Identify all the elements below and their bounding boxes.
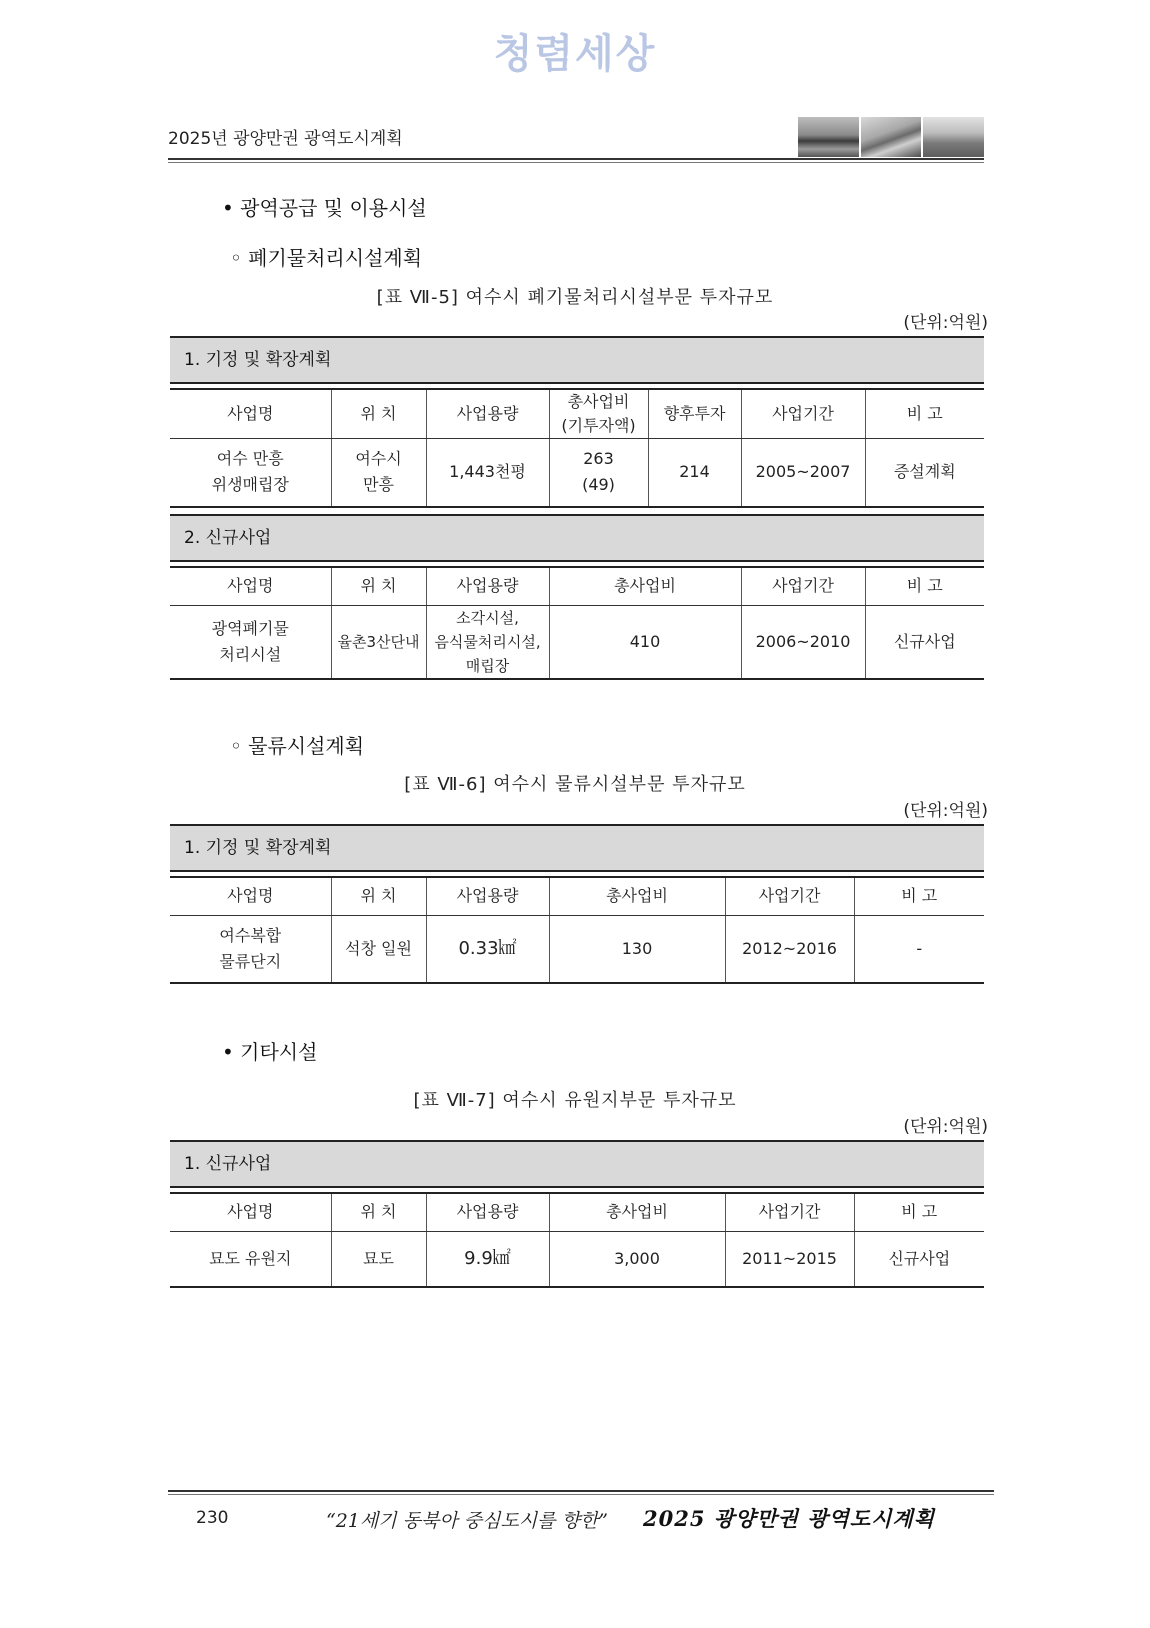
header-photo-1 <box>798 117 859 157</box>
cell-name: 여수 만흥 위생매립장 <box>170 439 331 507</box>
col-header-note: 비 고 <box>865 389 984 439</box>
table-row <box>170 439 984 507</box>
cell-name: 광역폐기물 처리시설 <box>170 605 331 679</box>
cell-name: 묘도 유원지 <box>170 1231 331 1287</box>
bullet-regional-facilities: • 광역공급 및 이용시설 <box>222 196 427 220</box>
running-header-title: 2025년 광양만권 광역도시계획 <box>168 129 403 149</box>
cell-location: 율촌3산단내 <box>331 605 426 679</box>
table-row <box>170 1231 984 1287</box>
col-header-location: 위 치 <box>331 1193 426 1231</box>
header-photo-2 <box>861 117 922 157</box>
table3-caption: [표 Ⅶ-7] 여수시 유원지부문 투자규모 <box>413 1090 737 1111</box>
table2-unit: (단위:억원) <box>903 801 988 821</box>
col-header-note: 비 고 <box>854 1193 984 1231</box>
cell-period: 2006~2010 <box>741 605 865 679</box>
header-rule-thin <box>168 162 984 163</box>
cell-period: 2011~2015 <box>725 1231 854 1287</box>
col-header-name: 사업명 <box>170 1193 331 1231</box>
cell-capacity: 소각시설, 음식물처리시설, 매립장 <box>426 605 549 679</box>
cell-period: 2005~2007 <box>741 439 865 507</box>
col-header-cost: 총사업비 <box>549 567 741 605</box>
cell-capacity: 9.9㎢ <box>426 1231 549 1287</box>
watermark-text: 청렴세상 <box>493 31 657 77</box>
col-header-location: 위 치 <box>331 567 426 605</box>
table1-caption: [표 Ⅶ-5] 여수시 폐기물처리시설부문 투자규모 <box>376 287 774 308</box>
table-waste-existing <box>170 336 984 508</box>
page-number: 230 <box>196 1508 229 1528</box>
table2-caption: [표 Ⅶ-6] 여수시 물류시설부문 투자규모 <box>404 774 746 795</box>
subheading-waste: ◦ 폐기물처리시설계획 <box>230 246 423 270</box>
cell-capacity: 1,443천평 <box>426 439 549 507</box>
table3-unit: (단위:억원) <box>903 1117 988 1137</box>
section-title: 1. 기정 및 확장계획 <box>170 825 984 871</box>
col-header-note: 비 고 <box>865 567 984 605</box>
footer-rule-thin <box>168 1494 994 1495</box>
cell-period: 2012~2016 <box>725 915 854 983</box>
cell-capacity: 0.33㎢ <box>426 915 549 983</box>
cell-note: 신규사업 <box>854 1231 984 1287</box>
col-header-location: 위 치 <box>331 389 426 439</box>
col-header-cost: 총사업비 <box>549 877 725 915</box>
cell-cost: 263 (49) <box>549 439 648 507</box>
cell-note: 증설계획 <box>865 439 984 507</box>
table-logistics <box>170 824 984 984</box>
col-header-note: 비 고 <box>854 877 984 915</box>
col-header-capacity: 사업용량 <box>426 877 549 915</box>
footer-plan-title: 2025 광양만권 광역도시계획 <box>643 1506 935 1531</box>
watermark-logo <box>0 22 1150 79</box>
table-amusement-park <box>170 1140 984 1288</box>
cell-cost: 130 <box>549 915 725 983</box>
cell-note: - <box>854 915 984 983</box>
bullet-other-facilities: • 기타시설 <box>222 1040 318 1064</box>
cell-cost: 410 <box>549 605 741 679</box>
section-title: 1. 신규사업 <box>170 1141 984 1187</box>
col-header-capacity: 사업용량 <box>426 567 549 605</box>
col-header-capacity: 사업용량 <box>426 389 549 439</box>
col-header-name: 사업명 <box>170 389 331 439</box>
table-row <box>170 915 984 983</box>
col-header-cost: 총사업비 <box>549 1193 725 1231</box>
header-photo-3 <box>923 117 984 157</box>
col-header-period: 사업기간 <box>741 567 865 605</box>
table1-unit: (단위:억원) <box>903 313 988 333</box>
col-header-period: 사업기간 <box>725 877 854 915</box>
table-waste-new <box>170 514 984 680</box>
section-title: 1. 기정 및 확장계획 <box>170 337 984 383</box>
cell-cost: 3,000 <box>549 1231 725 1287</box>
section-title: 2. 신규사업 <box>170 515 984 561</box>
cell-note: 신규사업 <box>865 605 984 679</box>
cell-name: 여수복합 물류단지 <box>170 915 331 983</box>
cell-future: 214 <box>648 439 741 507</box>
header-photo-strip <box>798 117 984 157</box>
header-rule <box>168 158 984 160</box>
col-header-name: 사업명 <box>170 567 331 605</box>
col-header-name: 사업명 <box>170 877 331 915</box>
cell-location: 여수시 만흥 <box>331 439 426 507</box>
col-header-cost: 총사업비 (기투자액) <box>549 389 648 439</box>
col-header-capacity: 사업용량 <box>426 1193 549 1231</box>
col-header-period: 사업기간 <box>725 1193 854 1231</box>
footer-slogan: “21세기 동북아 중심도시를 향한” <box>326 1510 608 1532</box>
col-header-location: 위 치 <box>331 877 426 915</box>
subheading-logistics: ◦ 물류시설계획 <box>230 734 365 758</box>
footer-rule <box>168 1490 994 1492</box>
col-header-future: 향후투자 <box>648 389 741 439</box>
col-header-period: 사업기간 <box>741 389 865 439</box>
cell-location: 석창 일원 <box>331 915 426 983</box>
table-row <box>170 605 984 679</box>
cell-location: 묘도 <box>331 1231 426 1287</box>
